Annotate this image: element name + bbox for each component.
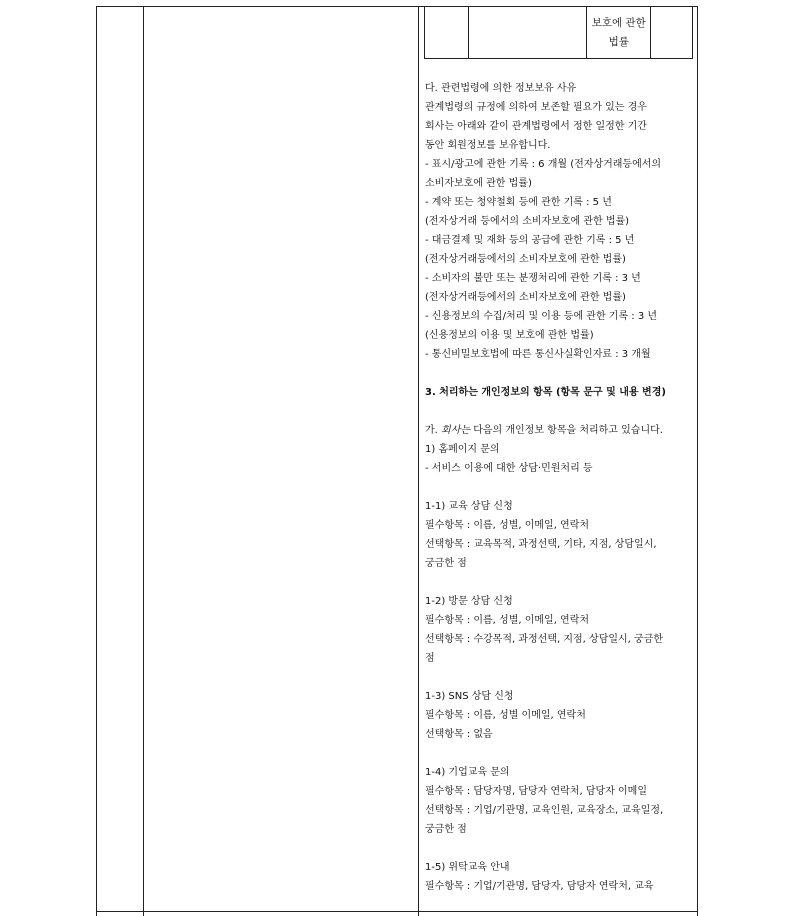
retention-item: - 통신비밀보호법에 따른 통신사실확인자료 : 3 개월 [425, 349, 651, 360]
nested-cell-4 [651, 7, 693, 59]
block-line: 필수항목 : 이름, 성별, 이메일, 연락처 [425, 615, 590, 626]
spacer [425, 573, 690, 592]
table-border-bottom [96, 911, 698, 912]
spacer [425, 668, 690, 687]
nested-retention-table [424, 6, 693, 59]
section-da-intro-2: 회사는 아래와 같이 관계법령에서 정한 일정한 기간 [425, 121, 647, 132]
block-line: 필수항목 : 이름, 성별, 이메일, 연락처 [425, 520, 590, 531]
sub1-desc: - 서비스 이용에 대한 상담·민원처리 등 [425, 463, 593, 474]
block-title: 1-2) 방문 상담 신청 [425, 596, 513, 607]
spacer [425, 478, 690, 497]
retention-item: (신용정보의 이용 및 보호에 관한 법률) [425, 330, 594, 341]
policy-content [425, 79, 690, 896]
block-title: 1-3) SNS 상담 신청 [425, 691, 514, 702]
section-3-ga-paragraph: 가. 회사는 다음의 개인정보 항목을 처리하고 있습니다. [425, 425, 663, 436]
section-da-title: 다. 관련법령에 의한 정보보유 사유 [425, 83, 577, 94]
section-da-intro-1: 관계법령의 규정에 의하여 보존할 필요가 있는 경우 [425, 102, 647, 113]
retention-item: (전자상거래등에서의 소비자보호에 관한 법률) [425, 254, 626, 265]
block-line: 선택항목 : 교육목적, 과정선택, 기타, 지점, 상담일시, [425, 539, 657, 550]
retention-item: - 대금결제 및 재화 등의 공급에 관한 기록 : 5 년 [425, 235, 635, 246]
section-da-intro-3: 동안 회원정보를 보유합니다. [425, 140, 551, 151]
block-line: 선택항목 : 없음 [425, 729, 493, 740]
block-line: 필수항목 : 이름, 성별 이메일, 연락처 [425, 710, 586, 721]
retention-item: - 계약 또는 청약철회 등에 관한 기록 : 5 년 [425, 197, 612, 208]
block-line: 선택항목 : 기업/기관명, 교육인원, 교육장소, 교육일정, [425, 805, 664, 816]
table-border-col2 [418, 6, 419, 916]
nested-cell-2 [468, 7, 587, 59]
block-title: 1-5) 위탁교육 안내 [425, 862, 510, 873]
block-line: 필수항목 : 기업/기관명, 담당자, 담당자 연락처, 교육 [425, 881, 654, 892]
retention-item: - 신용정보의 수집/처리 및 이용 등에 관한 기록 : 3 년 [425, 311, 658, 322]
spacer [425, 839, 690, 858]
section-3-heading: 3. 처리하는 개인정보의 항목 (항목 문구 및 내용 변경) [425, 387, 666, 398]
retention-item: - 표시/광고에 관한 기록 : 6 개월 (전자상거래등에서의 [425, 159, 662, 170]
block-line: 필수항목 : 담당자명, 담당자 연락처, 담당자 이메일 [425, 786, 647, 797]
block-title: 1-1) 교육 상담 신청 [425, 501, 513, 512]
sub1-title: 1) 홈페이지 문의 [425, 444, 500, 455]
spacer [425, 364, 690, 383]
table-border-col1 [143, 6, 144, 916]
block-line: 궁금한 점 [425, 558, 467, 569]
table-border-left [96, 6, 97, 916]
retention-item: (전자상거래등에서의 소비자보호에 관한 법률) [425, 292, 626, 303]
nested-cell-law: 보호에 관한 법률 [587, 7, 651, 59]
table-border-right [697, 6, 698, 916]
block-title: 1-4) 기업교육 문의 [425, 767, 510, 778]
retention-item: - 소비자의 불만 또는 분쟁처리에 관한 기록 : 3 년 [425, 273, 641, 284]
spacer [425, 744, 690, 763]
nested-cell-1 [425, 7, 469, 59]
spacer [425, 402, 690, 421]
retention-item: 소비자보호에 관한 법률) [425, 178, 532, 189]
block-line: 선택항목 : 수강목적, 과정선택, 지점, 상담일시, 궁금한 [425, 634, 664, 645]
block-line: 점 [425, 653, 435, 664]
block-line: 궁금한 점 [425, 824, 467, 835]
retention-item: (전자상거래 등에서의 소비자보호에 관한 법률) [425, 216, 630, 227]
